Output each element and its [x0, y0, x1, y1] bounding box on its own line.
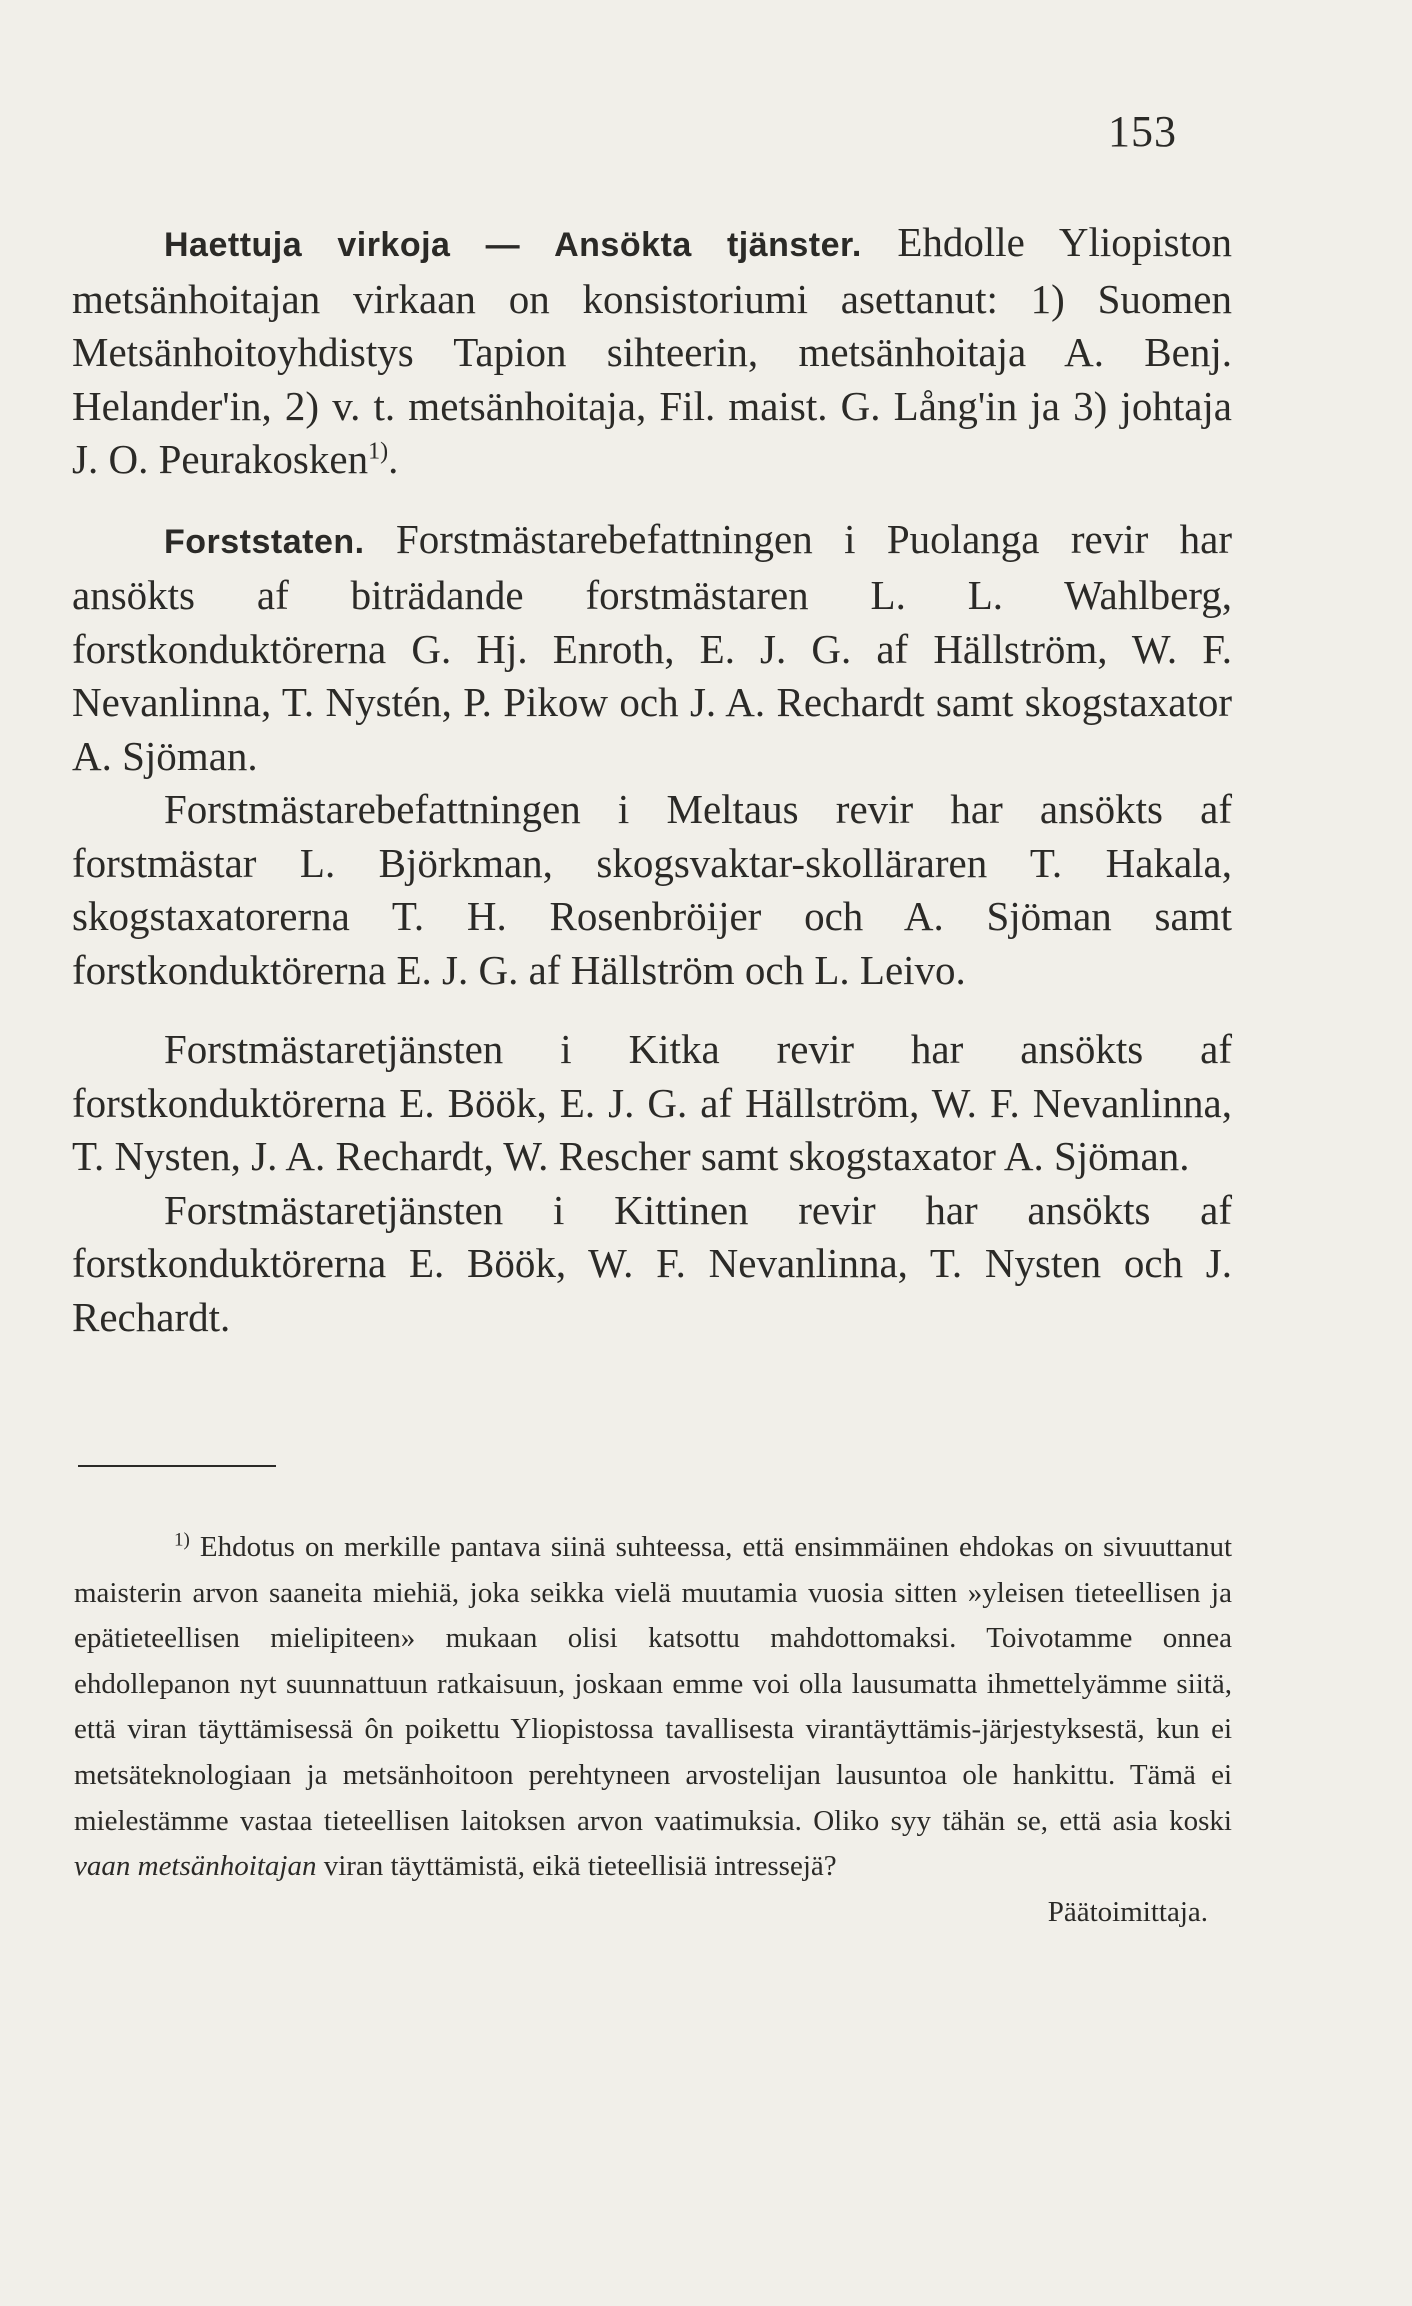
paragraph-meltaus: Forstmästarebefattningen i Meltaus revir har ansökts af forstmästar L. Björkman, skogsvaktar-skolläraren T. Hakala, skogstaxatorerna T. H. Rosenbröijer och A. Sjöman samt forstkonduktörerna E. J. G. af Hällström och L. Leivo.	[72, 786, 1232, 993]
footnote-divider	[78, 1465, 276, 1467]
paragraph-text: Ehdolle Yliopiston metsänhoitajan virkaan on konsistoriumi asettanut: 1) Suomen Metsänhoitoyhdistys Tapion sihteerin, metsänhoitaja A. Benj. Helander'in, 2) v. t. metsänhoitaja, Fil. maist. G. Lång'in ja 3) johtaja J. O. Peurakosken	[72, 219, 1232, 482]
paragraph-puolanga	[72, 513, 1232, 784]
footnote	[74, 1525, 1232, 1890]
footnote-text-end: viran täyttämistä, eikä tieteellisiä intressejä?	[316, 1850, 837, 1883]
footnote-italic-text: vaan metsänhoitajan	[74, 1850, 317, 1883]
footnote-block	[74, 1525, 1232, 1935]
section-heading-haettuja-virkoja: Haettuja virkoja — Ansökta tjänster.	[164, 226, 862, 264]
paragraph-gap	[72, 997, 1232, 1023]
article-body	[72, 216, 1232, 1344]
footnote-mark: 1)	[174, 1529, 190, 1551]
paragraph-gap	[72, 487, 1232, 513]
section-heading-forststaten: Forststaten.	[164, 522, 365, 561]
page-number: 153	[1108, 107, 1177, 156]
paragraph-kitka: Forstmästaretjänsten i Kitka revir har ansökts af forstkonduktörerna E. Böök, E. J. G. af Hällström, W. F. Nevanlinna, T. Nysten, J. A. Rechardt, W. Rescher samt skogstaxator A. Sjöman.	[72, 1026, 1232, 1179]
footnote-signature: Päätoimittaja.	[1047, 1895, 1208, 1928]
paragraph-text: Forstmästarebefattningen i Puolanga revir har ansökts af biträdande forstmästaren L. L. Wahlberg, forstkonduktörerna G. Hj. Enroth, E. J. G. af Hällström, W. F. Nevanlinna, T. Nystén, P. Pikow och J. A. Rechardt samt skogstaxator A. Sjöman.	[72, 515, 1232, 779]
footnote-reference[interactable]: 1)	[368, 438, 389, 465]
footnote-text: Ehdotus on merkille pantava siinä suhteessa, että ensimmäinen ehdokas on sivuuttanut maisterin arvon saaneita miehiä, joka seikka vielä muutamia vuosia sitten »yleisen tieteellisen ja epätieteellisen mielipiteen» mukaan olisi katsottu mahdottomaksi. Toivotamme onnea ehdollepanon nyt suunnattuun ratkaisuun, joskaan emme voi olla lausumatta ihmettelyämme siitä, että viran täyttämisessä ôn poikettu Yliopistossa tavallisesta virantäyttämis-järjestyksestä, kun ei metsäteknologiaan ja metsänhoitoon perehtyneen arvostelijan lausuntoa ole hankittu. Tämä ei mielestämme vastaa tieteellisen laitoksen arvon vaatimuksia. Oliko syy tähän se, että asia koski	[74, 1531, 1232, 1837]
paragraph-end: .	[388, 436, 399, 482]
paragraph-kittinen: Forstmästaretjänsten i Kittinen revir har ansökts af forstkonduktörerna E. Böök, W. F. Nevanlinna, T. Nysten och J. Rechardt.	[72, 1186, 1232, 1340]
paragraph-applications	[72, 216, 1232, 487]
